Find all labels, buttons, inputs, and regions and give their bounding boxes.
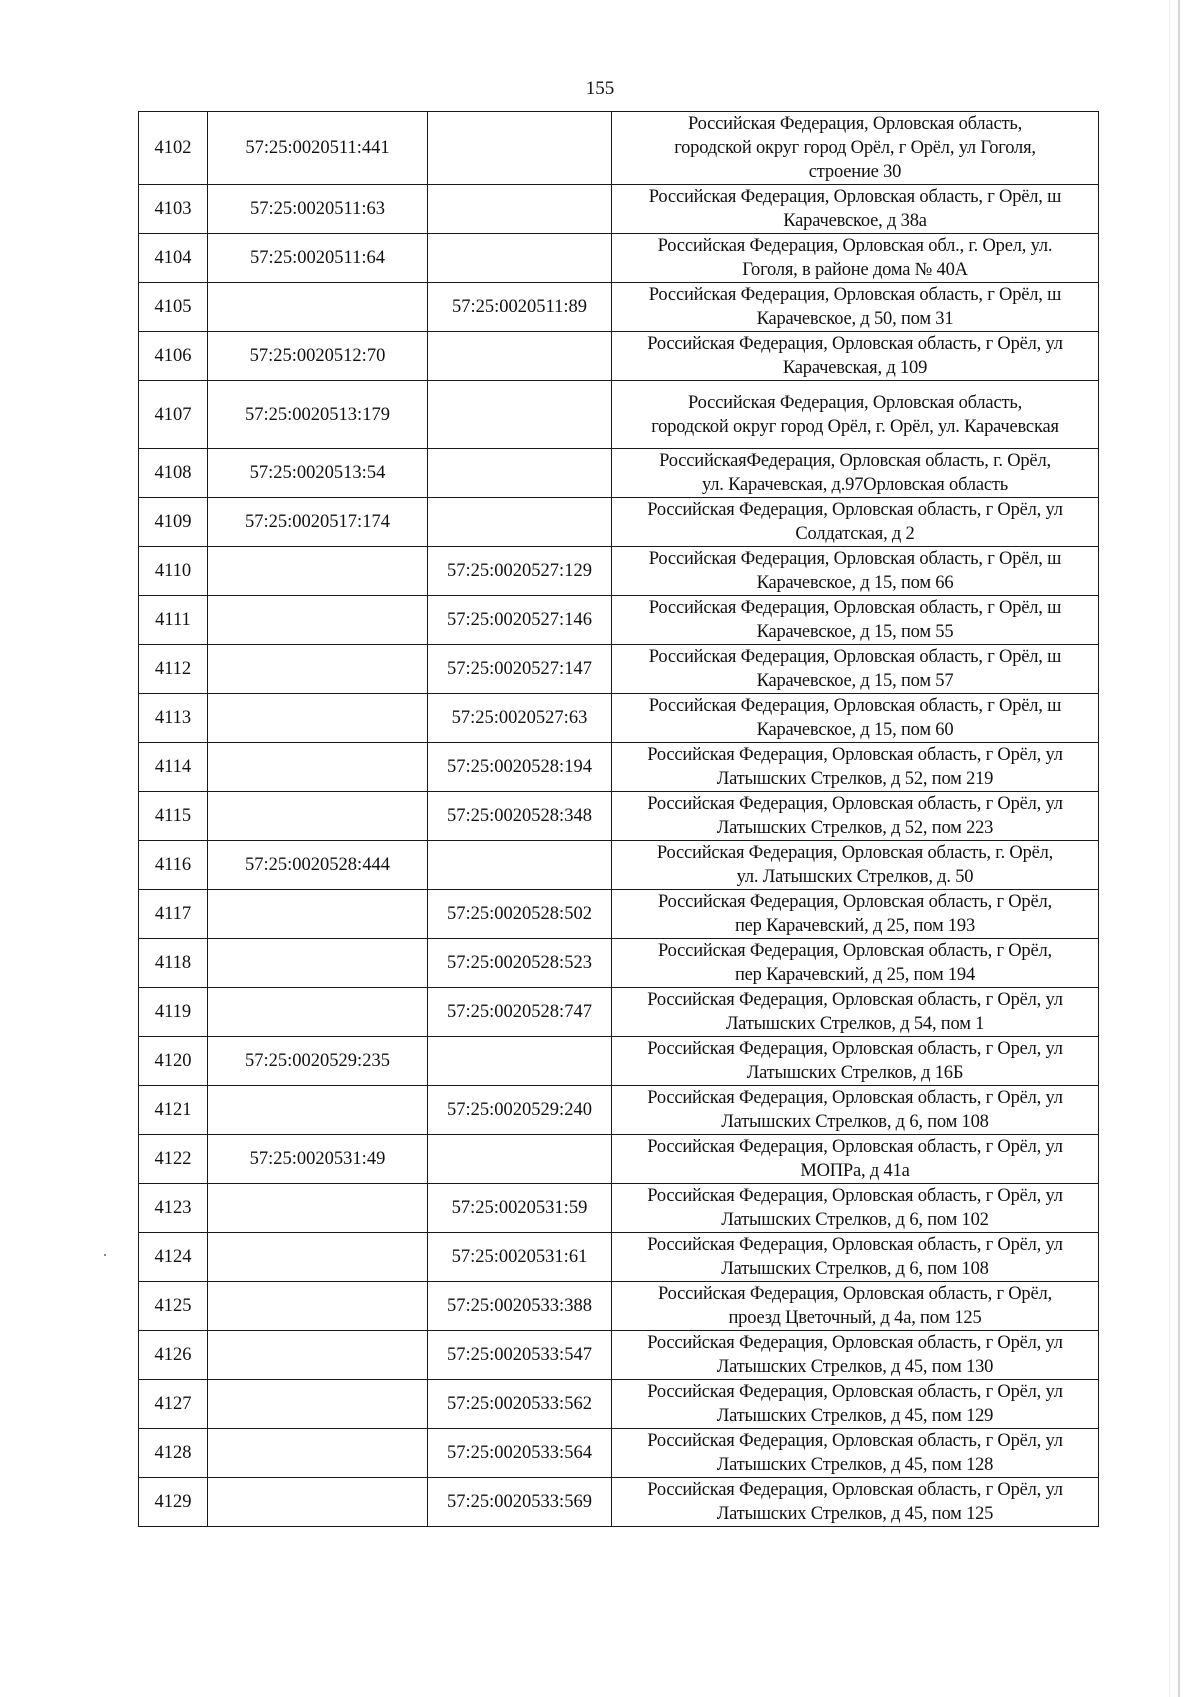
cadastral-number-primary [208, 283, 428, 332]
address-line: Карачевское, д 15, пом 66 [756, 573, 954, 593]
address-line: Российская Федерация, Орловская область, г Орёл, ул [647, 500, 1063, 520]
cadastral-number-secondary: 57:25:0020527:146 [428, 596, 612, 645]
cadastral-number-secondary: 57:25:0020527:147 [428, 645, 612, 694]
address-cell [612, 1282, 1099, 1331]
table-row [139, 449, 1099, 498]
table-row [139, 332, 1099, 381]
address-line: пер Карачевский, д 25, пом 194 [734, 965, 976, 985]
address-cell [612, 1037, 1099, 1086]
cadastral-number-primary [208, 939, 428, 988]
address-line: Российская Федерация, Орловская область, г Орёл, ул [647, 1431, 1063, 1451]
cadastral-number-secondary [428, 381, 612, 449]
cadastral-number-secondary: 57:25:0020528:502 [428, 890, 612, 939]
address-line: Российская Федерация, Орловская обл., г. Орел, ул. [657, 236, 1053, 256]
address-line: Российская Федерация, Орловская область, г Орёл, ш [648, 187, 1062, 207]
row-number: 4128 [139, 1429, 208, 1478]
address-cell [612, 841, 1099, 890]
cadastral-number-secondary: 57:25:0020528:523 [428, 939, 612, 988]
table-row [139, 743, 1099, 792]
cadastral-number-primary: 57:25:0020528:444 [208, 841, 428, 890]
registry-table [138, 111, 1099, 1527]
address-cell [612, 792, 1099, 841]
table-row [139, 1380, 1099, 1429]
address-line: городской округ город Орёл, г. Орёл, ул. Карачевская [651, 416, 1059, 437]
table-row [139, 1037, 1099, 1086]
table-row [139, 185, 1099, 234]
row-number: 4123 [139, 1184, 208, 1233]
address-cell [612, 939, 1099, 988]
cadastral-number-secondary: 57:25:0020533:547 [428, 1331, 612, 1380]
cadastral-number-primary [208, 645, 428, 694]
address-line: Латышских Стрелков, д 6, пом 102 [721, 1210, 989, 1230]
row-number: 4117 [139, 890, 208, 939]
row-number: 4114 [139, 743, 208, 792]
cadastral-number-primary: 57:25:0020511:441 [208, 112, 428, 185]
table-row [139, 792, 1099, 841]
cadastral-number-secondary [428, 234, 612, 283]
address-line: Российская Федерация, Орловская область, г Орёл, ул [647, 990, 1063, 1010]
address-cell [612, 1478, 1099, 1527]
row-number: 4112 [139, 645, 208, 694]
address-line: Карачевская, д 109 [782, 358, 928, 378]
table-row [139, 234, 1099, 283]
address-cell [612, 112, 1099, 185]
address-cell [612, 1331, 1099, 1380]
cadastral-number-primary: 57:25:0020517:174 [208, 498, 428, 547]
table-row [139, 1429, 1099, 1478]
cadastral-number-primary [208, 1184, 428, 1233]
table-row [139, 1135, 1099, 1184]
address-cell [612, 185, 1099, 234]
cadastral-number-secondary [428, 449, 612, 498]
address-line: Карачевское, д 38а [783, 211, 927, 231]
address-line: Латышских Стрелков, д 45, пом 125 [716, 1504, 994, 1524]
scan-edge-faint [1169, 0, 1170, 1697]
cadastral-number-primary: 57:25:0020529:235 [208, 1037, 428, 1086]
cadastral-number-primary [208, 596, 428, 645]
cadastral-number-primary [208, 1380, 428, 1429]
table-row [139, 694, 1099, 743]
row-number: 4125 [139, 1282, 208, 1331]
address-line: Российская Федерация, Орловская область, г Орёл, [658, 892, 1052, 912]
address-cell [612, 890, 1099, 939]
address-line: Российская Федерация, Орловская область, г. Орёл, [656, 843, 1054, 863]
registry-table-body [139, 112, 1099, 1527]
cadastral-number-primary [208, 1282, 428, 1331]
cadastral-number-secondary [428, 332, 612, 381]
address-line: пер Карачевский, д 25, пом 193 [734, 916, 976, 936]
cadastral-number-secondary: 57:25:0020528:348 [428, 792, 612, 841]
cadastral-number-secondary: 57:25:0020533:388 [428, 1282, 612, 1331]
row-number: 4103 [139, 185, 208, 234]
address-line: Латышских Стрелков, д 6, пом 108 [721, 1112, 989, 1132]
address-line: Российская Федерация, Орловская область, [688, 392, 1022, 413]
cadastral-number-primary [208, 1478, 428, 1527]
address-line: Солдатская, д 2 [795, 524, 915, 544]
table-row [139, 1478, 1099, 1527]
address-line: строение 30 [808, 162, 902, 182]
page-number: 155 [585, 78, 615, 99]
address-cell [612, 498, 1099, 547]
address-line: Российская Федерация, Орловская область, г Орёл, ул [647, 334, 1063, 354]
table-row [139, 1282, 1099, 1331]
table-row [139, 890, 1099, 939]
address-line: Латышских Стрелков, д 52, пом 223 [716, 818, 994, 838]
address-line: Российская Федерация, Орловская область, г Орел, ул [647, 1039, 1063, 1059]
address-line: Латышских Стрелков, д 6, пом 108 [721, 1259, 989, 1279]
cadastral-number-primary [208, 890, 428, 939]
address-cell [612, 1135, 1099, 1184]
row-number: 4110 [139, 547, 208, 596]
address-cell [612, 988, 1099, 1037]
table-row [139, 381, 1099, 449]
address-line: Российская Федерация, Орловская область, г Орёл, ул [647, 1480, 1063, 1500]
address-line: Российская Федерация, Орловская область, г Орёл, ул [647, 1382, 1063, 1402]
address-line: Гоголя, в районе дома № 40А [742, 260, 968, 280]
row-number: 4111 [139, 596, 208, 645]
cadastral-number-secondary: 57:25:0020531:59 [428, 1184, 612, 1233]
address-line: Российская Федерация, Орловская область, г Орёл, ш [648, 696, 1062, 716]
row-number: 4108 [139, 449, 208, 498]
cadastral-number-primary [208, 694, 428, 743]
address-line: Российская Федерация, Орловская область, г Орёл, ул [647, 1186, 1063, 1206]
address-line: Российская Федерация, Орловская область, г Орёл, ш [648, 285, 1062, 305]
cadastral-number-secondary: 57:25:0020533:564 [428, 1429, 612, 1478]
address-line: Российская Федерация, Орловская область, г Орёл, ул [647, 1333, 1063, 1353]
cadastral-number-primary [208, 792, 428, 841]
cadastral-number-secondary: 57:25:0020528:747 [428, 988, 612, 1037]
cadastral-number-secondary: 57:25:0020527:129 [428, 547, 612, 596]
row-number: 4120 [139, 1037, 208, 1086]
row-number: 4129 [139, 1478, 208, 1527]
table-row [139, 112, 1099, 185]
row-number: 4127 [139, 1380, 208, 1429]
address-cell [612, 381, 1099, 449]
table-row [139, 1184, 1099, 1233]
cadastral-number-primary: 57:25:0020512:70 [208, 332, 428, 381]
cadastral-number-primary: 57:25:0020513:54 [208, 449, 428, 498]
cadastral-number-primary: 57:25:0020513:179 [208, 381, 428, 449]
cadastral-number-secondary [428, 498, 612, 547]
address-line: Российская Федерация, Орловская область, г Орёл, [658, 1284, 1052, 1304]
address-line: Российская Федерация, Орловская область, г Орёл, ш [648, 647, 1062, 667]
address-line: Латышских Стрелков, д 45, пом 128 [716, 1455, 994, 1475]
address-cell [612, 1086, 1099, 1135]
cadastral-number-secondary [428, 185, 612, 234]
cadastral-number-secondary [428, 1037, 612, 1086]
address-cell [612, 234, 1099, 283]
address-line: проезд Цветочный, д 4а, пом 125 [728, 1308, 982, 1328]
scan-speck [104, 1254, 106, 1256]
row-number: 4113 [139, 694, 208, 743]
address-line: Российская Федерация, Орловская область, г Орёл, ш [648, 598, 1062, 618]
address-line: ул. Карачевская, д.97Орловская область [701, 475, 1009, 495]
address-cell [612, 283, 1099, 332]
address-line: Российская Федерация, Орловская область, г Орёл, ш [648, 549, 1062, 569]
address-cell [612, 1380, 1099, 1429]
cadastral-number-primary: 57:25:0020531:49 [208, 1135, 428, 1184]
cadastral-number-primary [208, 1086, 428, 1135]
table-row [139, 1331, 1099, 1380]
address-line: городской округ город Орёл, г Орёл, ул Гоголя, [674, 138, 1036, 158]
cadastral-number-primary [208, 988, 428, 1037]
cadastral-number-secondary [428, 1135, 612, 1184]
cadastral-number-secondary [428, 841, 612, 890]
table-row [139, 596, 1099, 645]
table-row [139, 498, 1099, 547]
table-row [139, 645, 1099, 694]
address-cell [612, 1429, 1099, 1478]
cadastral-number-primary [208, 1429, 428, 1478]
address-cell [612, 694, 1099, 743]
cadastral-number-primary: 57:25:0020511:64 [208, 234, 428, 283]
cadastral-number-secondary: 57:25:0020527:63 [428, 694, 612, 743]
row-number: 4121 [139, 1086, 208, 1135]
address-cell [612, 547, 1099, 596]
address-line: Латышских Стрелков, д 52, пом 219 [716, 769, 994, 789]
address-line: Российская Федерация, Орловская область, г Орёл, ул [647, 1235, 1063, 1255]
address-line: Карачевское, д 15, пом 57 [756, 671, 954, 691]
row-number: 4109 [139, 498, 208, 547]
cadastral-number-secondary: 57:25:0020533:569 [428, 1478, 612, 1527]
row-number: 4106 [139, 332, 208, 381]
row-number: 4116 [139, 841, 208, 890]
table-row [139, 1233, 1099, 1282]
address-line: Российская Федерация, Орловская область, г Орёл, ул [647, 1088, 1063, 1108]
cadastral-number-primary [208, 743, 428, 792]
address-line: Латышских Стрелков, д 16Б [746, 1063, 964, 1083]
address-cell [612, 596, 1099, 645]
address-line: Латышских Стрелков, д 54, пом 1 [725, 1014, 985, 1034]
row-number: 4107 [139, 381, 208, 449]
cadastral-number-primary [208, 1331, 428, 1380]
address-line: МОПРа, д 41а [800, 1161, 910, 1181]
cadastral-number-primary [208, 547, 428, 596]
cadastral-number-secondary: 57:25:0020531:61 [428, 1233, 612, 1282]
row-number: 4124 [139, 1233, 208, 1282]
address-line: Российская Федерация, Орловская область, г Орёл, ул [647, 1137, 1063, 1157]
row-number: 4105 [139, 283, 208, 332]
address-line: Латышских Стрелков, д 45, пом 129 [716, 1406, 994, 1426]
address-line: Латышских Стрелков, д 45, пом 130 [716, 1357, 994, 1377]
cadastral-number-secondary: 57:25:0020533:562 [428, 1380, 612, 1429]
address-cell [612, 645, 1099, 694]
cadastral-number-secondary [428, 112, 612, 185]
cadastral-number-secondary: 57:25:0020511:89 [428, 283, 612, 332]
scan-edge-shadow [1178, 0, 1180, 1697]
cadastral-number-secondary: 57:25:0020528:194 [428, 743, 612, 792]
address-cell [612, 449, 1099, 498]
table-row [139, 283, 1099, 332]
address-line: Российская Федерация, Орловская область, [688, 114, 1022, 134]
cadastral-number-secondary: 57:25:0020529:240 [428, 1086, 612, 1135]
address-cell [612, 1233, 1099, 1282]
row-number: 4115 [139, 792, 208, 841]
cadastral-number-primary: 57:25:0020511:63 [208, 185, 428, 234]
address-cell [612, 743, 1099, 792]
cadastral-number-primary [208, 1233, 428, 1282]
table-row [139, 939, 1099, 988]
table-row [139, 1086, 1099, 1135]
address-line: Карачевское, д 15, пом 55 [756, 622, 954, 642]
address-line: Российская Федерация, Орловская область, г Орёл, ул [647, 745, 1063, 765]
row-number: 4118 [139, 939, 208, 988]
address-cell [612, 332, 1099, 381]
address-line: Карачевское, д 15, пом 60 [756, 720, 954, 740]
table-row [139, 841, 1099, 890]
table-row [139, 547, 1099, 596]
address-line: Российская Федерация, Орловская область, г Орёл, [658, 941, 1052, 961]
address-line: Карачевское, д 50, пом 31 [756, 309, 954, 329]
address-line: Российская Федерация, Орловская область, г Орёл, ул [647, 794, 1063, 814]
row-number: 4102 [139, 112, 208, 185]
address-line: ул. Латышских Стрелков, д. 50 [736, 867, 974, 887]
address-cell [612, 1184, 1099, 1233]
row-number: 4122 [139, 1135, 208, 1184]
row-number: 4126 [139, 1331, 208, 1380]
row-number: 4104 [139, 234, 208, 283]
table-row [139, 988, 1099, 1037]
row-number: 4119 [139, 988, 208, 1037]
address-line: РоссийскаяФедерация, Орловская область, г. Орёл, [659, 451, 1051, 471]
